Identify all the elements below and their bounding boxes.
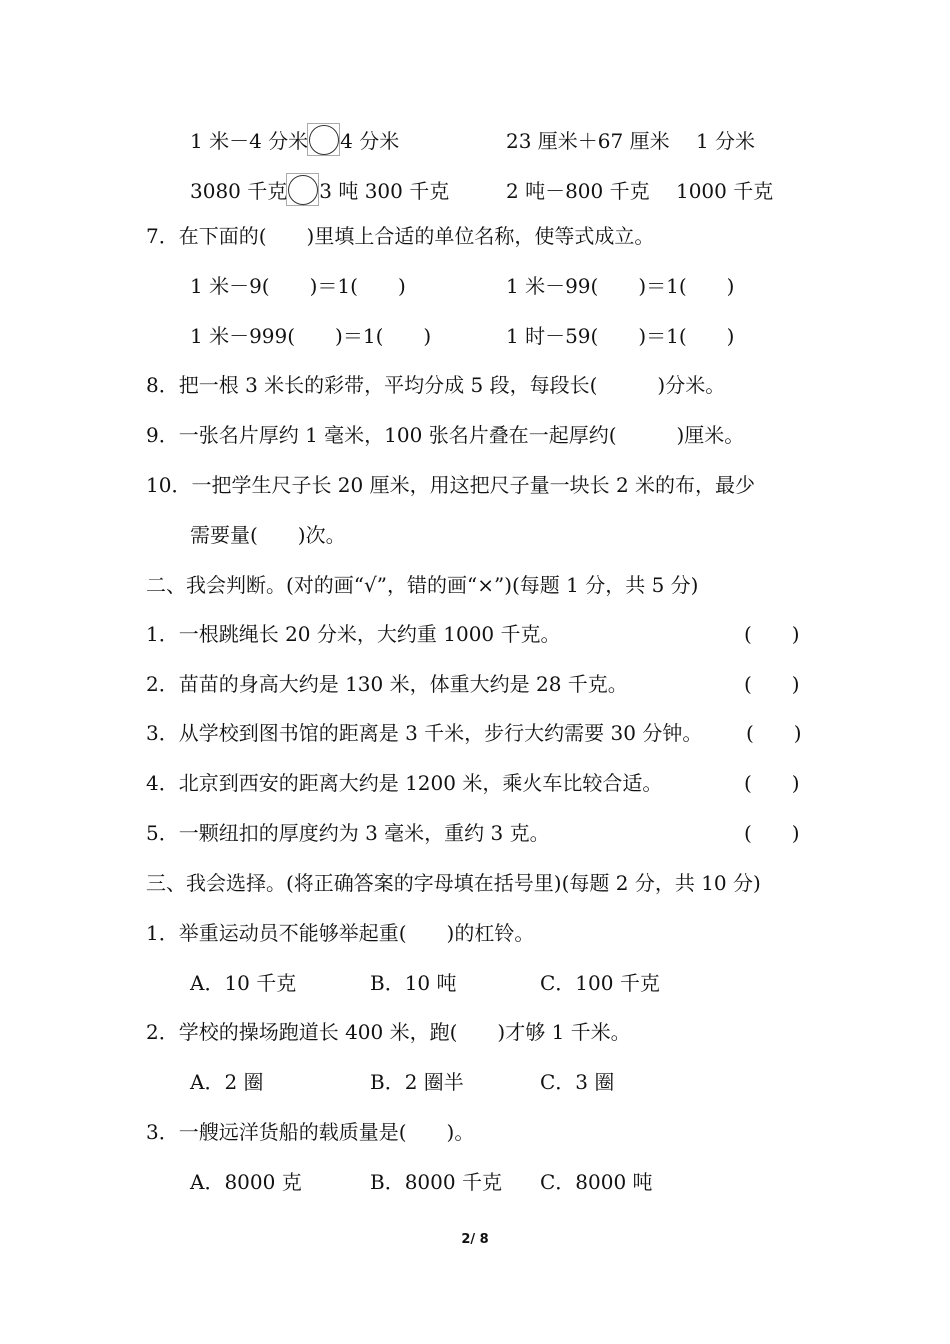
judge-item-2: 2．苗苗的身高大约是 130 米，体重大约是 28 千克。	[146, 672, 628, 696]
question-7-d: 1 时－59( )＝1( )	[506, 324, 735, 348]
judge-answer-4[interactable]: ( )	[744, 771, 800, 795]
choice-3-option-c: C．8000 吨	[540, 1170, 653, 1194]
section-3-title: 三、我会选择。(将正确答案的字母填在括号里)(每题 2 分，共 10 分)	[146, 871, 761, 895]
question-10-line1: 10．一把学生尺子长 20 厘米，用这把尺子量一块长 2 米的布，最少	[146, 473, 756, 497]
compare-circle-blank[interactable]	[309, 125, 339, 155]
compare-2-right: 3 吨 300 千克	[319, 179, 450, 203]
judge-item-4: 4．北京到西安的距离大约是 1200 米，乘火车比较合适。	[146, 771, 663, 795]
judge-item-1: 1．一根跳绳长 20 分米，大约重 1000 千克。	[146, 622, 561, 646]
judge-answer-2[interactable]: ( )	[744, 672, 800, 696]
question-8: 8．把一根 3 米长的彩带，平均分成 5 段，每段长( )分米。	[146, 373, 726, 397]
compare-1-left: 1 米－4 分米	[190, 129, 309, 153]
judge-answer-1[interactable]: ( )	[744, 622, 800, 646]
compare-1-right: 4 分米	[340, 129, 400, 153]
choice-question-3: 3．一艘远洋货船的载质量是( )。	[146, 1120, 475, 1144]
judge-answer-5[interactable]: ( )	[744, 821, 800, 845]
question-10-line2: 需要量( )次。	[190, 523, 346, 547]
compare-circle-blank[interactable]	[288, 175, 318, 205]
question-7-title: 7．在下面的( )里填上合适的单位名称，使等式成立。	[146, 224, 655, 248]
question-9: 9．一张名片厚约 1 毫米，100 张名片叠在一起厚约( )厘米。	[146, 423, 745, 447]
choice-1-option-c: C．100 千克	[540, 971, 660, 995]
choice-1-option-b: B．10 吨	[370, 971, 457, 995]
choice-2-option-c: C．3 圈	[540, 1070, 615, 1094]
compare-row-2	[190, 178, 449, 205]
choice-1-option-a: A．10 千克	[190, 971, 297, 995]
choice-3-option-a: A．8000 克	[190, 1170, 302, 1194]
question-7-b: 1 米－99( )＝1( )	[506, 274, 735, 298]
section-2-title: 二、我会判断。(对的画“√”，错的画“×”)(每题 1 分，共 5 分)	[146, 573, 699, 597]
question-7-c: 1 米－999( )＝1( )	[190, 324, 432, 348]
compare-2-left: 3080 千克	[190, 179, 288, 203]
choice-3-option-b: B．8000 千克	[370, 1170, 502, 1194]
judge-item-3: 3．从学校到图书馆的距离是 3 千米，步行大约需要 30 分钟。	[146, 721, 703, 745]
judge-item-5: 5．一颗纽扣的厚度约为 3 毫米，重约 3 克。	[146, 821, 550, 845]
choice-2-option-b: B．2 圈半	[370, 1070, 464, 1094]
question-7-a: 1 米－9( )＝1( )	[190, 274, 406, 298]
choice-2-option-a: A．2 圈	[190, 1070, 264, 1094]
page-number: 2/ 8	[461, 1232, 489, 1247]
choice-question-1: 1．举重运动员不能够举起重( )的杠铃。	[146, 921, 535, 945]
judge-answer-3[interactable]: ( )	[746, 721, 802, 745]
choice-question-2: 2．学校的操场跑道长 400 米，跑( )才够 1 千米。	[146, 1020, 631, 1044]
compare-row-1b: 23 厘米＋67 厘米 1 分米	[506, 129, 756, 153]
compare-row-1	[190, 128, 399, 155]
compare-row-2b: 2 吨－800 千克 1000 千克	[506, 179, 774, 203]
